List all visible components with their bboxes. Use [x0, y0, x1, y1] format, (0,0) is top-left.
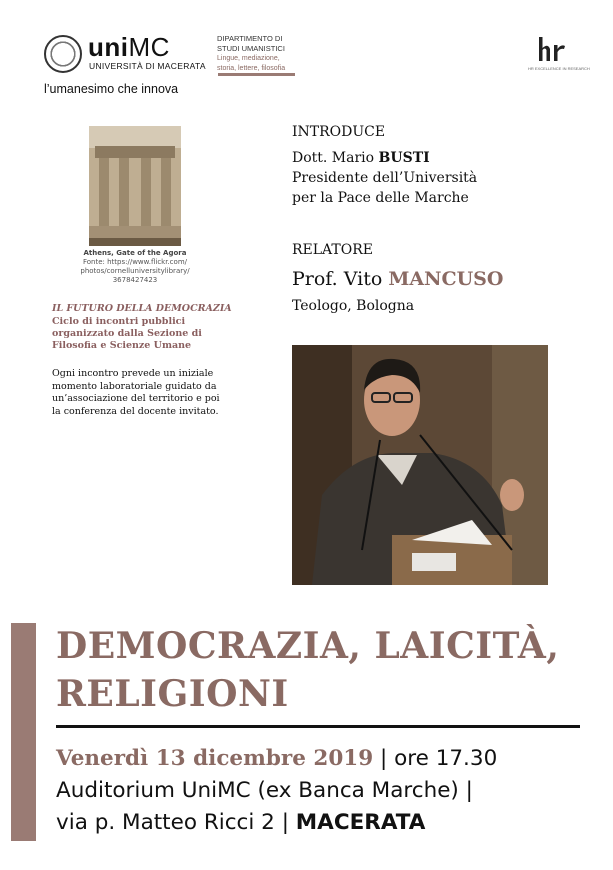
introducer-name: Dott. Mario BUSTI: [292, 150, 430, 166]
department-logo: [217, 34, 285, 74]
series-line-2: organizzato dalla Sezione di: [52, 328, 202, 339]
athens-gate-photo: [89, 126, 181, 246]
hr-subtitle: HR EXCELLENCE IN RESEARCH: [528, 66, 590, 71]
university-seal-icon: [44, 35, 82, 73]
series-line-3: Filosofia e Scienze Umane: [52, 340, 192, 351]
photo-source-line-1: Fonte: https://www.flickr.com/: [82, 258, 187, 266]
photo-caption-title: Athens, Gate of the Agora: [83, 249, 187, 257]
note-line-1: Ogni incontro prevede un iniziale: [52, 368, 214, 379]
introducer-block: [292, 148, 477, 208]
university-logo: uniMC: [88, 32, 170, 62]
event-datetime: [56, 743, 596, 775]
event-address-line: [56, 807, 596, 839]
introducer-role-2: per la Pace delle Marche: [292, 190, 469, 206]
event-venue: Auditorium UniMC (ex Banca Marche) |: [56, 778, 473, 803]
introduce-label: INTRODUCE: [292, 124, 386, 140]
introducer-role-1: Presidente dell’Università: [292, 170, 478, 186]
series-title: IL FUTURO DELLA DEMOCRAZIA: [52, 303, 232, 314]
series-line-1: Ciclo di incontri pubblici: [52, 316, 186, 327]
event-info: [56, 743, 596, 839]
note-line-2: momento laboratoriale guidato da: [52, 380, 217, 392]
accent-side-bar: [11, 623, 36, 841]
tagline: l’umanesimo che innova: [44, 82, 179, 96]
speaker-photo: [292, 345, 548, 585]
title-divider: [56, 725, 580, 728]
format-note: [52, 368, 262, 418]
photo-source-line-3: 3678427423: [112, 276, 158, 284]
event-city: MACERATA: [295, 810, 426, 835]
dept-line-2: STUDI UMANISTICI: [217, 44, 285, 53]
dept-line-3: Lingue, mediazione,: [217, 55, 280, 62]
event-address: via p. Matteo Ricci 2 |: [56, 810, 296, 835]
dept-line-4: storia, lettere, filosofia: [217, 65, 286, 72]
photo-source-line-2: photos/cornelluniversitylibrary/: [80, 267, 190, 275]
speaker-name: Prof. Vito MANCUSO: [292, 268, 504, 290]
dept-line-1: DIPARTIMENTO DI: [217, 34, 283, 43]
speaker-role: Teologo, Bologna: [292, 298, 415, 314]
event-date: Venerdì 13 dicembre 2019: [56, 746, 374, 771]
photo-caption: [60, 249, 210, 285]
event-title: [56, 622, 586, 718]
university-name: UNIVERSITÀ DI MACERATA: [89, 61, 206, 71]
series-description: [52, 316, 252, 352]
note-line-3: un’associazione del territorio e poi: [52, 393, 220, 404]
event-title-line-1: DEMOCRAZIA, LAICITÀ,: [56, 625, 560, 667]
hr-excellence-logo-icon: [537, 35, 567, 63]
department-bar: [218, 73, 295, 76]
note-line-4: la conferenza del docente invitato.: [52, 405, 219, 417]
event-title-line-2: RELIGIONI: [56, 673, 289, 715]
speaker-label: RELATORE: [292, 242, 373, 258]
event-time: | ore 17.30: [373, 746, 498, 771]
